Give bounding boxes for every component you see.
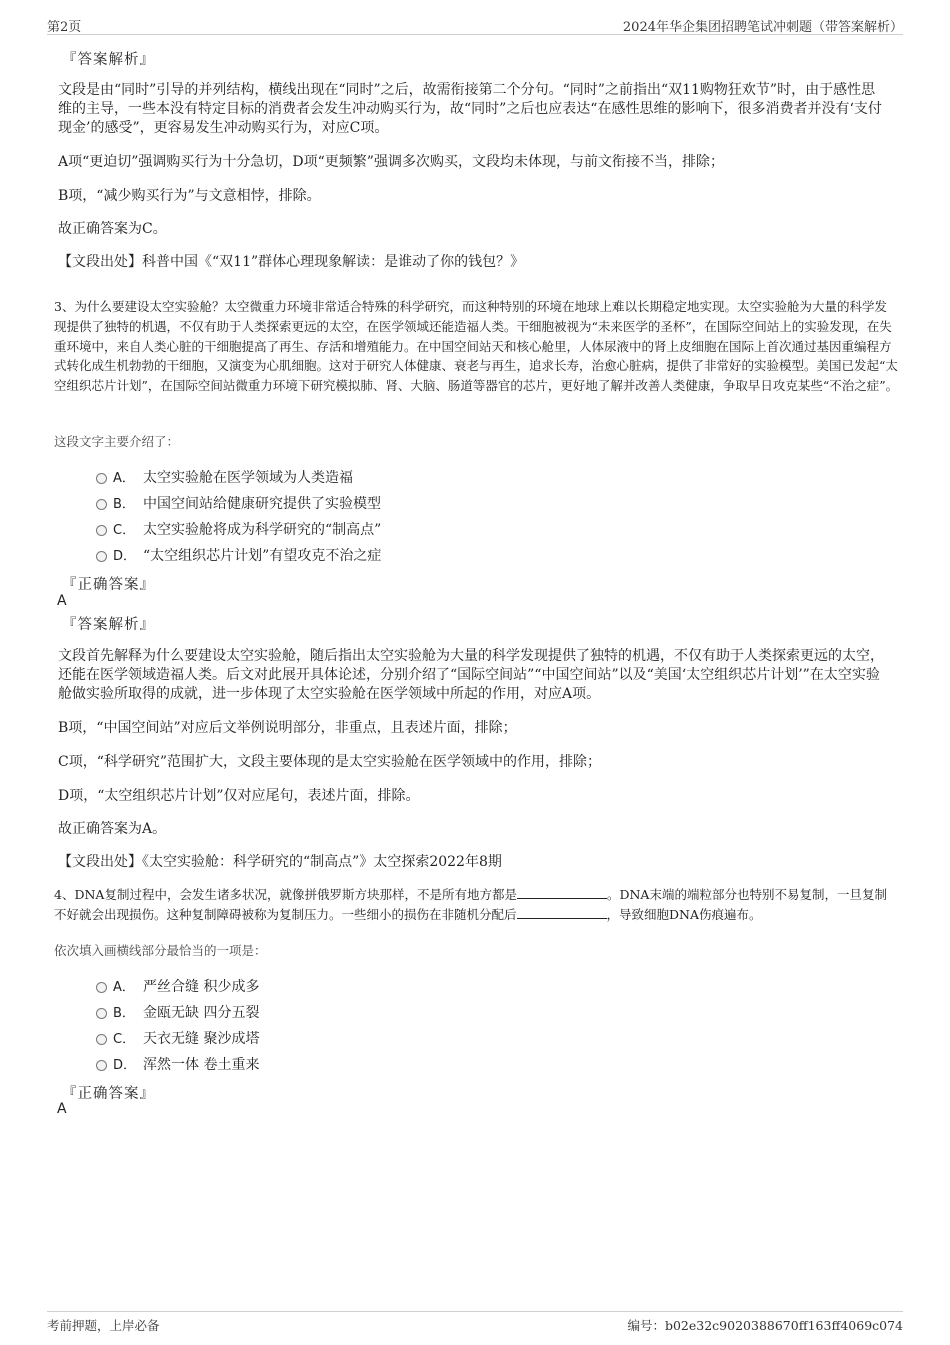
analysis-heading: 『答案解析』	[62, 617, 155, 633]
radio-icon[interactable]	[96, 982, 107, 993]
correct-answer: A	[57, 1101, 67, 1117]
question-3-text: 3、为什么要建设太空实验舱？太空微重力环境非常适合特殊的科学研究，而这种特别的环境在地球上难以长期稳定地实现。太空实验舱为大量的科学发现提供了独特的机遇，不仅有助于人类探索更远的太空，在医学领域还能造福人类。干细胞被视为“未来医学的圣杯”，在国际空间站上的实验发现，在失重环境中，来自人类心脏的干细胞提高了再生、存活和增殖能力。在中国空间站天和核心舱里，人体尿液中的肾上皮细胞在国际上首次通过基因重编程方式转化成生机勃勃的干细胞，又演变为心肌细胞。这对于研究人体健康、衰老与再生，追求长寿，治愈心脏病，提供了非常好的实验模型。美国已发起“太空组织芯片计划”，在国际空间站微重力环境下研究模拟肺、肾、大脑、肠道等器官的芯片，更好地了解并改善人类健康，争取早日攻克某些“不治之症”。	[54, 299, 899, 394]
radio-icon[interactable]	[96, 525, 107, 536]
document-code: 编号：b02e32c9020388670ff163ff4069c074	[627, 1318, 903, 1333]
analysis-conclusion: 故正确答案为C。	[58, 221, 167, 237]
analysis-option-c: C项，“科学研究”范围扩大，文段主要体现的是太空实验舱在医学领域中的作用，排除；	[58, 754, 602, 770]
analysis-heading: 『答案解析』	[62, 52, 155, 68]
analysis-option-a: A项“更迫切”强调购买行为十分急切，D项“更频繁”强调多次购买，文段均未体现，与前文衔接不当，排除；	[58, 154, 724, 170]
analysis-conclusion: 故正确答案为A。	[58, 821, 167, 837]
correct-answer: A	[57, 593, 67, 609]
option-c[interactable]: C． 太空实验舱将成为科学研究的“制高点”	[96, 519, 381, 539]
fill-blank-2	[517, 906, 607, 919]
source-citation: 【文段出处】科普中国《“双11”群体心理现象解读：是谁动了你的钱包？》	[58, 254, 525, 270]
option-b[interactable]: B． 中国空间站给健康研究提供了实验模型	[96, 493, 381, 513]
option-d[interactable]: D． 浑然一体 卷土重来	[96, 1054, 259, 1074]
question-3-prompt: 这段文字主要介绍了：	[54, 434, 180, 449]
answer-heading: 『正确答案』	[62, 1086, 155, 1102]
analysis-option-b: B项，“减少购买行为”与文意相悖，排除。	[58, 188, 321, 204]
radio-icon[interactable]	[96, 473, 107, 484]
question-4-prompt: 依次填入画横线部分最恰当的一项是：	[54, 943, 267, 958]
source-citation: 【文段出处】《太空实验舱：科学研究的“制高点”》太空探索2022年8期	[58, 854, 502, 870]
analysis-option-b: B项，“中国空间站”对应后文举例说明部分，非重点，且表述片面，排除；	[58, 720, 517, 736]
analysis-text: 文段是由“同时”引导的并列结构，横线出现在“同时”之后，故需衔接第二个分句。“同时”之前指出“双11购物狂欢节”时，由于感性思维的主导，一些本没有特定目标的消费者会发生冲动购买行为，故“同时”之后也应表达“在感性思维的影响下，很多消费者并没有‘支付现金’的感受”，更容易发生冲动购买行为，对应C项。	[58, 82, 882, 136]
option-c[interactable]: C． 天衣无缝 聚沙成塔	[96, 1028, 259, 1048]
option-a[interactable]: A． 严丝合缝 积少成多	[96, 976, 259, 996]
radio-icon[interactable]	[96, 1060, 107, 1071]
document-title: 2024年华企集团招聘笔试冲刺题（带答案解析）	[622, 20, 903, 35]
page-footer	[47, 1311, 903, 1332]
option-d[interactable]: D． “太空组织芯片计划”有望攻克不治之症	[96, 545, 381, 565]
fill-blank-1	[517, 886, 607, 899]
answer-heading: 『正确答案』	[62, 577, 155, 593]
radio-icon[interactable]	[96, 551, 107, 562]
option-a[interactable]: A． 太空实验舱在医学领域为人类造福	[96, 467, 353, 487]
radio-icon[interactable]	[96, 1034, 107, 1045]
radio-icon[interactable]	[96, 499, 107, 510]
analysis-option-d: D项，“太空组织芯片计划”仅对应尾句，表述片面，排除。	[58, 788, 420, 804]
analysis-text: 文段首先解释为什么要建设太空实验舱，随后指出太空实验舱为大量的科学发现提供了独特的机遇，不仅有助于人类探索更远的太空，还能在医学领域造福人类。后文对此展开具体论述，分别介绍了“国际空间站”“中国空间站”以及“美国‘太空组织芯片计划’”在太空实验舱做实验所取得的成就，进一步体现了太空实验舱在医学领域中所起的作用，对应A项。	[58, 648, 884, 702]
footer-slogan: 考前押题，上岸必备	[47, 1318, 160, 1333]
page-number: 第2页	[47, 20, 82, 35]
option-b[interactable]: B． 金瓯无缺 四分五裂	[96, 1002, 259, 1022]
radio-icon[interactable]	[96, 1008, 107, 1019]
page-header	[47, 14, 903, 35]
question-4-text: 4、DNA复制过程中，会发生诸多状况，就像拼俄罗斯方块那样，不是所有地方都是 。DNA末端的端粒部分也特别不易复制，一旦复制不好就会出现损伤。这种复制障碍被称为复制压力。一些细小的损伤在非随机分配后 ，导致细胞DNA伤痕遍布。	[54, 887, 887, 922]
